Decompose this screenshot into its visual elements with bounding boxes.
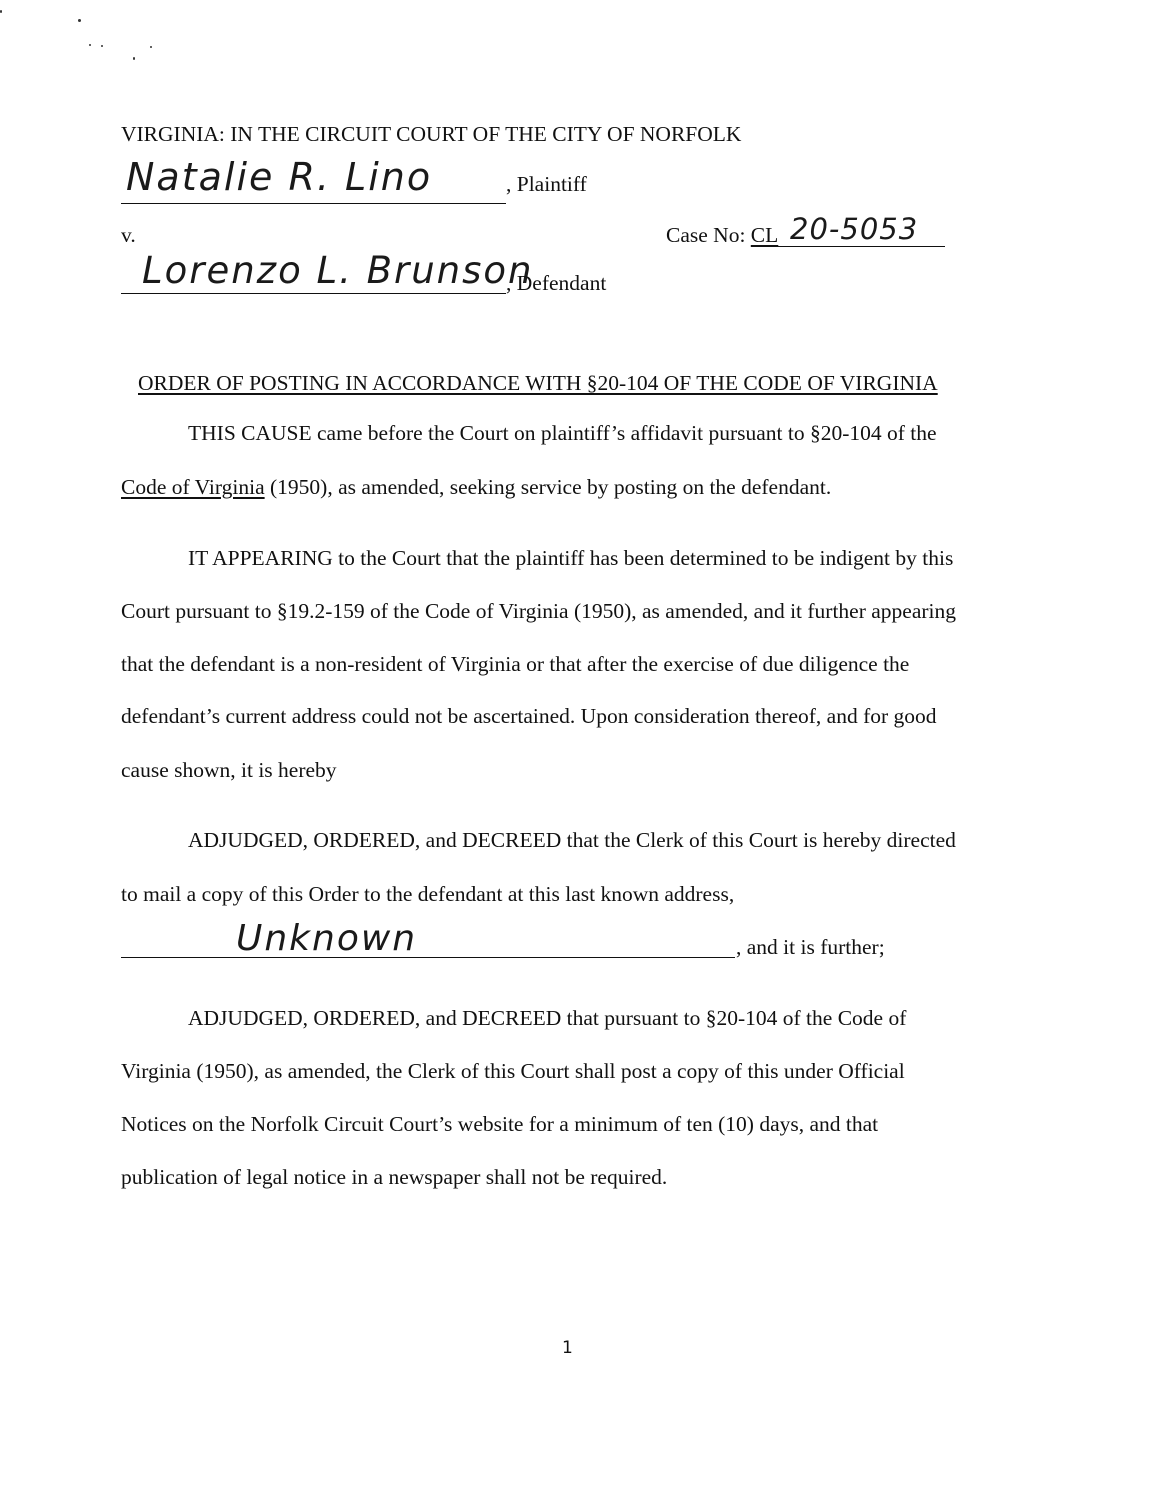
case-prefix: CL <box>750 223 779 247</box>
code-of-virginia-ref: Code of Virginia <box>121 475 265 499</box>
versus-label: v. <box>121 223 136 247</box>
case-number-row <box>666 225 778 247</box>
address-handwritten: Unknown <box>236 918 418 959</box>
plaintiff-label: , Plaintiff <box>506 172 587 196</box>
paragraph-2-line-4: defendant’s current address could not be ascertained. Upon consideration thereof, and for good <box>121 704 937 728</box>
scan-speck <box>133 57 135 60</box>
paragraph-3-line-1: ADJUDGED, ORDERED, and DECREED that the Clerk of this Court is hereby directed <box>188 828 956 852</box>
defendant-blank-line <box>121 293 506 294</box>
order-title: ORDER OF POSTING IN ACCORDANCE WITH §20-104 OF THE CODE OF VIRGINIA <box>138 371 938 395</box>
court-heading: VIRGINIA: IN THE CIRCUIT COURT OF THE CITY OF NORFOLK <box>121 122 742 146</box>
page-number: 1 <box>562 1338 573 1358</box>
paragraph-1-line-2: Code of Virginia (1950), as amended, seeking service by posting on the defendant. <box>121 475 832 499</box>
case-number-label: Case No: <box>666 223 751 247</box>
scan-speck <box>89 44 91 46</box>
address-blank-line <box>121 957 735 958</box>
plaintiff-name: Natalie R. Lino <box>126 155 433 199</box>
scan-speck <box>0 10 2 13</box>
scan-speck <box>78 19 81 22</box>
paragraph-2-line-3: that the defendant is a non-resident of Virginia or that after the exercise of due diligence the <box>121 652 910 676</box>
case-number-handwritten: 20-5053 <box>790 212 919 246</box>
paragraph-2-line-1: IT APPEARING to the Court that the plaintiff has been determined to be indigent by this <box>188 546 954 570</box>
defendant-name: Lorenzo L. Brunson <box>142 249 534 292</box>
paragraph-4-line-2: Virginia (1950), as amended, the Clerk of this Court shall post a copy of this under Official <box>121 1059 905 1083</box>
paragraph-2-line-5: cause shown, it is hereby <box>121 758 337 782</box>
scan-speck <box>150 46 152 48</box>
plaintiff-blank-line <box>121 203 506 204</box>
paragraph-2-line-2: Court pursuant to §19.2-159 of the Code of Virginia (1950), as amended, and it further appearing <box>121 599 957 623</box>
paragraph-4-line-3: Notices on the Norfolk Circuit Court’s website for a minimum of ten (10) days, and that <box>121 1112 879 1136</box>
paragraph-4-line-4: publication of legal notice in a newspaper shall not be required. <box>121 1165 668 1189</box>
paragraph-3-line-2: to mail a copy of this Order to the defendant at this last known address, <box>121 882 735 906</box>
scan-speck <box>101 45 103 47</box>
paragraph-4-line-1: ADJUDGED, ORDERED, and DECREED that pursuant to §20-104 of the Code of <box>188 1006 907 1030</box>
address-suffix: , and it is further; <box>736 935 885 959</box>
paragraph-1-line-1: THIS CAUSE came before the Court on plaintiff’s affidavit pursuant to §20-104 of the <box>188 421 937 445</box>
case-number-blank-line <box>757 246 945 247</box>
defendant-label: , Defendant <box>506 271 607 295</box>
